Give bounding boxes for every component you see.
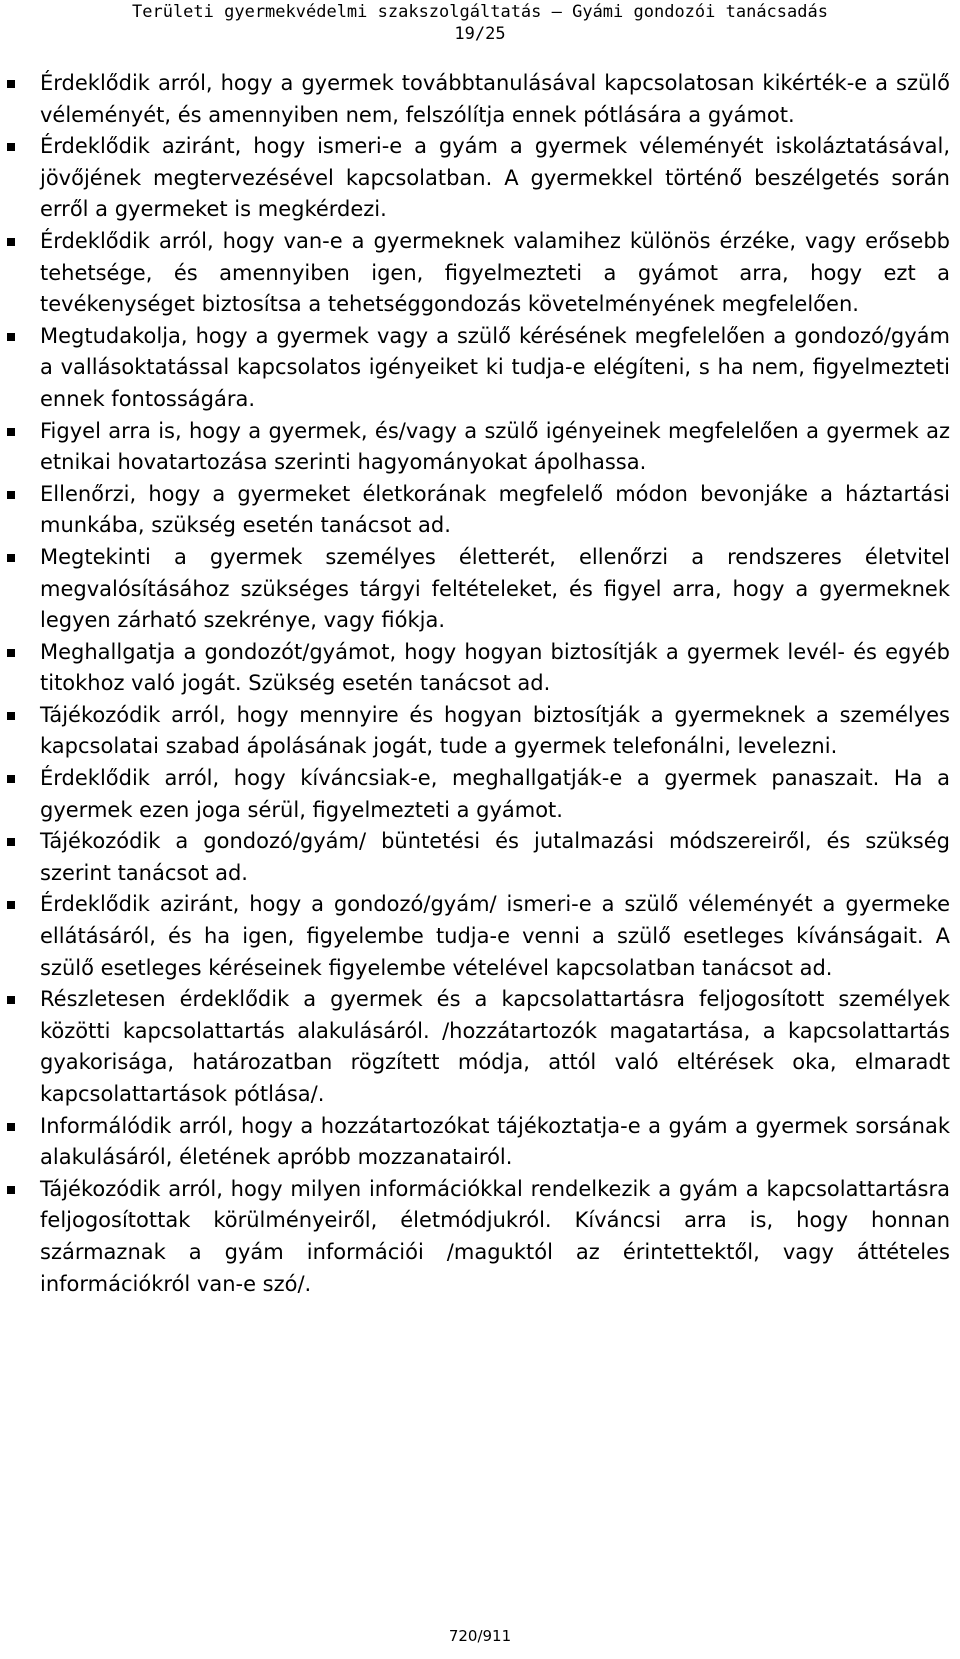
bullet-icon xyxy=(7,333,15,341)
list-item xyxy=(7,637,950,700)
list-item-text: Informálódik arról, hogy a hozzátartozókat tájékoztatja-e a gyám a gyermek sorsának alakulásáról, életének apróbb mozzanatairól. xyxy=(40,1113,950,1170)
page-header xyxy=(0,0,960,45)
list-item-text: Érdeklődik aziránt, hogy a gondozó/gyám/ ismeri-e a szülő véleményét a gyermeke ellátásáról, és ha igen, figyelembe tudja-e venni a szülő esetleges kívánságait. A szülő esetleges kéréseinek figyelembe vételével kapcsolatban tanácsot ad. xyxy=(40,892,950,980)
list-item xyxy=(7,700,950,763)
list-item-text: Tájékozódik a gondozó/gyám/ büntetési és jutalmazási módszereiről, és szükség szerint tanácsot ad. xyxy=(40,829,950,885)
bullet-icon xyxy=(7,775,15,783)
list-item-text: Érdeklődik aziránt, hogy ismeri-e a gyám a gyermek véleményét iskoláztatásával, jövőjének megtervezésével kapcsolatban. A gyermekkel történő beszélgetés során erről a gyermeket is megkérdezi. xyxy=(40,134,950,222)
list-item-text: Érdeklődik arról, hogy kíváncsiak-e, meghallgatják-e a gyermek panaszait. Ha a gyermek ezen joga sérül, figyelmezteti a gyámot. xyxy=(40,766,950,822)
bullet-icon xyxy=(7,80,15,88)
bullet-icon xyxy=(7,838,15,846)
bullet-icon xyxy=(7,554,15,562)
bullet-list xyxy=(7,68,950,1300)
list-item xyxy=(7,763,950,826)
list-item-text: Tájékozódik arról, hogy milyen információkkal rendelkezik a gyám a kapcsolattartásra feljogosítottak körülményeiről, életmódjukról. Kíváncsi arra is, hogy honnan származnak a gyám információi /maguktól az érintettektől, vagy áttételes információkról van-e szó/. xyxy=(40,1176,950,1296)
document-body xyxy=(7,68,950,1300)
header-page-number: 19/25 xyxy=(454,24,506,44)
list-item xyxy=(7,826,950,889)
list-item xyxy=(7,889,950,984)
list-item xyxy=(7,1174,950,1300)
list-item xyxy=(7,131,950,226)
bullet-icon xyxy=(7,238,15,246)
list-item xyxy=(7,1111,950,1174)
header-title: Területi gyermekvédelmi szakszolgáltatás – Gyámi gondozói tanácsadás xyxy=(132,2,828,22)
list-item xyxy=(7,542,950,637)
bullet-icon xyxy=(7,712,15,720)
bullet-icon xyxy=(7,996,15,1004)
bullet-icon xyxy=(7,649,15,657)
list-item-text: Tájékozódik arról, hogy mennyire és hogyan biztosítják a gyermeknek a személyes kapcsolatai szabad ápolásának jogát, tude a gyermek telefonálni, levelezni. xyxy=(40,702,950,759)
bullet-icon xyxy=(7,901,15,909)
bullet-icon xyxy=(7,1186,15,1194)
list-item-text: Megtekinti a gyermek személyes életterét, ellenőrzi a rendszeres életvitel megvalósításához szükséges tárgyi feltételeket, és figyel arra, hogy a gyermeknek legyen zárható szekrénye, vagy fiókja. xyxy=(40,544,950,633)
list-item xyxy=(7,226,950,321)
list-item-text: Megtudakolja, hogy a gyermek vagy a szülő kérésének megfelelően a gondozó/gyám a vallásoktatással kapcsolatos igényeiket ki tudja-e elégíteni, s ha nem, figyelmezteti ennek fontosságára. xyxy=(40,323,950,411)
list-item-text: Figyel arra is, hogy a gyermek, és/vagy a szülő igényeinek megfelelően a gyermek az etnikai hovatartozása szerinti hagyományokat ápolhassa. xyxy=(40,418,950,475)
page-footer xyxy=(0,1626,960,1646)
list-item-text: Érdeklődik arról, hogy van-e a gyermeknek valamihez különös érzéke, vagy erősebb tehetsége, és amennyiben igen, figyelmezteti a gyámot arra, hogy ezt a tevékenységet biztosítsa a tehetséggondozás követelményének megfelelően. xyxy=(40,228,950,317)
footer-page-count: 720/911 xyxy=(448,1627,512,1645)
bullet-icon xyxy=(7,491,15,499)
list-item-text: Meghallgatja a gondozót/gyámot, hogy hogyan biztosítják a gyermek levél- és egyéb titokhoz való jogát. Szükség esetén tanácsot ad. xyxy=(40,639,950,696)
list-item-text: Ellenőrzi, hogy a gyermeket életkorának megfelelő módon bevonjáke a háztartási munkába, szükség esetén tanácsot ad. xyxy=(40,481,950,538)
list-item xyxy=(7,984,950,1110)
list-item-text: Érdeklődik arról, hogy a gyermek továbbtanulásával kapcsolatosan kikérték-e a szülő véleményét, és amennyiben nem, felszólítja ennek pótlására a gyámot. xyxy=(40,71,950,127)
bullet-icon xyxy=(7,143,15,151)
bullet-icon xyxy=(7,428,15,436)
list-item xyxy=(7,479,950,542)
list-item xyxy=(7,321,950,416)
bullet-icon xyxy=(7,1123,15,1131)
list-item-text: Részletesen érdeklődik a gyermek és a kapcsolattartásra feljogosított személyek közötti kapcsolattartás alakulásáról. /hozzátartozók magatartása, a kapcsolattartás gyakorisága, határozatban rögzített módja, attól való eltérések oka, elmaradt kapcsolattartások pótlása/. xyxy=(40,987,950,1106)
list-item xyxy=(7,416,950,479)
list-item xyxy=(7,68,950,131)
